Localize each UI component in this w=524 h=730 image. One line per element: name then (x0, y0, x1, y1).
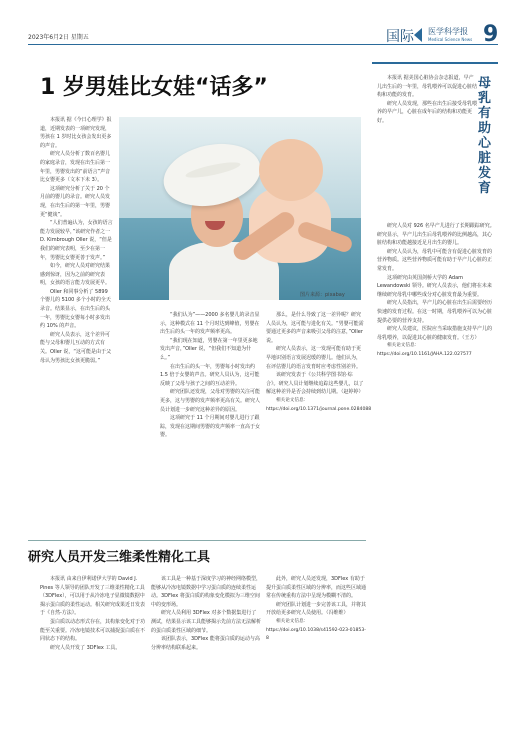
paragraph: 研究团队计划进一步完善该工具，并将其开放给更多研究人员使用。（冯维维） (266, 601, 367, 617)
paragraph: 蛋白质以动态形式存在，其构象变化对于功能至关重要。冷冻电镜技术可以捕捉蛋白质在不同状态下的结构。 (40, 618, 146, 643)
article1-source-doi[interactable]: 相关论文信息：https://doi.org/10.1371/journal.pone.0284088 (266, 397, 372, 412)
sidebar-source-doi[interactable]: 相关论文信息：https://doi.org/10.1161/JAHA.122.027577 (377, 343, 472, 357)
paragraph: “我们认为”——2000 多名婴儿的录音显示，这种模式在 11 个月时达到峰值，男婴在出生后的头一年的发声频率更高。 (160, 312, 260, 336)
sidebar-column-bottom (377, 222, 495, 360)
section-name: 国际 (386, 29, 414, 45)
paragraph: 本报讯 据《今日心理学》报道，近期发表的一项研究发现，男孩在 1 岁时比女孩会发出更多的声音。 (40, 117, 112, 149)
issue-date: 2023年6月2日 星期五 (28, 34, 89, 41)
sidebar-title: 母乳有助心脏发育 (478, 76, 492, 196)
paragraph: 此外，研究人员还发现，3DFlex 有助于提升蛋白质柔性区域的分辨率，而这些区域通常在传统重构方法中呈现为模糊不清的。 (266, 576, 367, 600)
article1-title: 1 岁男娃比女娃“话多” (40, 75, 268, 100)
newspaper-logo (428, 28, 472, 44)
paragraph: 研究人员认为，母乳中可能含有促进心脏发育的营养物质。这些营养物质可能有助于早产儿心脏的正常发育。 (377, 248, 493, 272)
paragraph: 该研究发表于《公共科学图书馆·综合》。研究人员计划继续追踪这些婴儿，以了解这种差异是否会持续到幼儿期。（赵婷婷） (266, 372, 364, 396)
article2-column-3 (266, 575, 366, 644)
paragraph: 这项研究于 11 个月期间对婴儿进行了跟踪，发现在这期间男婴的发声频率一直高于女婴。 (160, 415, 261, 439)
paragraph: Oller 和同事分析了 5899 个婴儿的 5100 多个小时的全天录音。结果显示，在出生后的头一年，男婴比女婴每小时多发出约 10% 的声音。 (40, 288, 111, 330)
article2-title: 研究人员开发三维柔性精化工具 (28, 550, 211, 565)
header-rule (28, 44, 498, 45)
paragraph: 该团队表示，3DFlex 能将蛋白质的运动与高分辨率结构联系起来。 (151, 636, 260, 651)
paragraph: 那么，是什么导致了这一差异呢？研究人员认为，这可能与进化有关。“男婴可能需要通过更多的声音来吸引父母的注意，”Oller 说。 (266, 312, 364, 344)
photo-credit: 图片来源：pixabay (300, 292, 345, 298)
sidebar-column-top (377, 74, 477, 126)
article1-column-2 (160, 311, 260, 440)
newspaper-name-en: Medical Science News (428, 37, 473, 42)
article2-column-2 (151, 575, 261, 652)
paragraph: 研究人员发现，那些在出生后接受母乳喂养的早产儿，心脏在成年后的结构和功能更好。 (377, 100, 478, 124)
sidebar-top-rule (372, 62, 498, 64)
paragraph: “人们普遍认为，女孩的语言能力发展较早，”该研究作者之一 D. Kimbrough Oller 说，“但是我们的研究表明，至少在第一年，男婴比女婴更善于发声。” (40, 220, 113, 261)
paragraph: 研究人员对 926 名早产儿进行了长期跟踪研究。研究显示，早产儿出生后母乳喂养的比例越高，其心脏结构和功能越接近足月出生的婴儿。 (377, 223, 495, 247)
paragraph: 研究人员开发了 3DFlex 工具。 (50, 644, 121, 651)
article1-column-3 (266, 311, 372, 414)
paragraph: 研究人员指出，早产儿的心脏在出生后需要经历快速的发育过程。在这一时期，母乳喂养可以为心脏提供必要的营养支持。 (377, 300, 493, 324)
paragraph: 该工具是一种基于深度学习的神经网络模型，能够从冷冻电镜数据中学习蛋白质的连续柔性运动。3DFlex 将蛋白质的构象变化模拟为三维空间中的变形场。 (151, 576, 262, 608)
paragraph: 研究人员表示，这个差异可能与父母和婴儿互动的方式有关。Oller 说，“这可能是由于父母认为男孩比女孩更脆弱。” (40, 331, 112, 364)
paragraph: “我们现在知道，男婴在第一年里更多地发出声音，”Oller 说，“但我们不知道为什么。” (160, 337, 258, 361)
mother-baby-photo (119, 117, 361, 300)
paragraph: 这项研究分析了关于 20 个月前的婴儿的录音。研究人员发现，在出生后的第一年里，男婴更“健谈”。 (40, 185, 111, 218)
paragraph: 如今，研究人员对研究结果感到惊讶，因为之前的研究表明，女孩的语言能力发展更早。 (40, 263, 111, 287)
paragraph: 研究人员建议，医院应当采取措施支持早产儿的母乳喂养，以促进其心脏的健康发育。（王方） (377, 326, 493, 341)
paragraph: 在出生后的头一年，男婴每小时发出约 1.5 倍于女婴的声音。研究人员认为，这可能反映了父母与孩子之间的互动差异。 (160, 363, 260, 387)
paragraph: 本报讯 据美国心脏协会杂志报道，早产儿出生后的一年里，母乳喂养可以促进心脏结构和功能的发育。 (377, 75, 478, 99)
paragraph: 这项研究由英国剑桥大学的 Adam Lewandowski 领导。研究人员表示，他们将在未来继续研究母乳中哪些成分对心脏发育最为重要。 (377, 274, 492, 298)
paragraph: 研究人员分析了数百名婴儿的家庭录音，发现在出生后第一年里，男婴发出的“前语言”声音比女婴更多（文本下未 3）。 (40, 151, 111, 184)
paragraph: 研究团队还发现，父母对男婴的关注可能更多，这与男婴的发声频率更高有关。研究人员计划进一步研究这种差异的原因。 (160, 389, 261, 413)
paragraph: 研究人员利用 3DFlex 对多个数据集进行了测试，结果显示该工具能够揭示先前方法无法解析的蛋白质柔性区域的细节。 (151, 610, 262, 634)
section-arrow-icon (414, 28, 422, 42)
article2-source-doi[interactable]: 相关论文信息：https://doi.org/10.1038/s41592-023-01853-8 (266, 618, 366, 642)
paragraph: 本报讯 由来自伊利诺伊大学的 David J. Pines 等人领导的团队开发了三维柔性精化工具（3DFlex），可以用于从冷冻电子显微镜数据中揭示蛋白质的柔性运动。相关研究成果近日发表于《自然-方法》。 (40, 576, 146, 617)
page-header (28, 24, 498, 48)
newspaper-name: 医学科学报 (428, 27, 468, 36)
article-divider (28, 540, 366, 541)
paragraph: 研究人员表示，这一发现可能有助于更早地识别语言发展迟缓的婴儿。他们认为，在评估婴儿的语言发育时应考虑性别差异。 (266, 346, 362, 370)
article1-column-1 (40, 116, 114, 365)
article2-column-1 (40, 575, 148, 652)
page-number: 9 (483, 22, 499, 47)
